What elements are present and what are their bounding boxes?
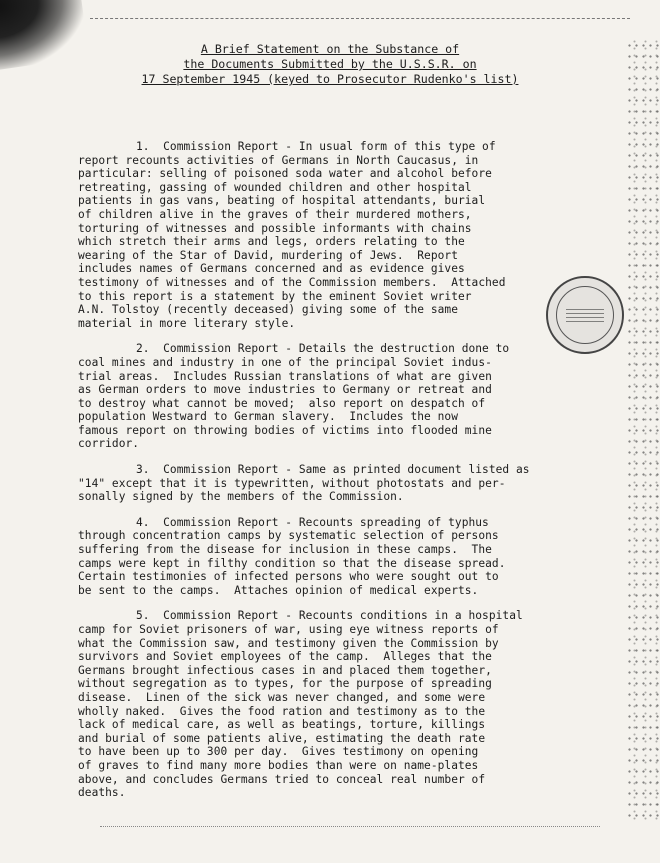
paragraph-line: population Westward to German slavery. Includes the now bbox=[78, 410, 458, 424]
paragraph-line: survivors and Soviet employees of the camp. Alleges that the bbox=[78, 650, 492, 664]
paragraph-1 bbox=[78, 140, 618, 330]
paragraph-line: to this report is a statement by the eminent Soviet writer bbox=[78, 289, 472, 303]
paragraph-line: disease. Linen of the sick was never changed, and some were bbox=[78, 690, 486, 704]
title-line-2: the Documents Submitted by the U.S.S.R. on bbox=[183, 57, 477, 71]
paragraph-4 bbox=[78, 516, 618, 598]
paragraph-line: famous report on throwing bodies of victims into flooded mine bbox=[78, 423, 492, 437]
paragraph-line: of children alive in the graves of their murdered mothers, bbox=[78, 207, 472, 221]
document-title bbox=[0, 42, 660, 87]
paragraph-line: Germans brought infectious cases in and placed them together, bbox=[78, 663, 492, 677]
paragraph-line: sonally signed by the members of the Commission. bbox=[78, 490, 404, 504]
paragraph-line: Certain testimonies of infected persons who were sought out to bbox=[78, 570, 499, 584]
paragraph-line: without segregation as to types, for the purpose of spreading bbox=[78, 677, 492, 691]
paragraph-line: suffering from the disease for inclusion in these camps. The bbox=[78, 543, 492, 557]
title-line-3: 17 September 1945 (keyed to Prosecutor Rudenko's list) bbox=[141, 72, 519, 86]
paragraph-3 bbox=[78, 463, 618, 504]
scan-edge-speckle bbox=[626, 40, 660, 820]
paragraph-line: report recounts activities of Germans in North Caucasus, in bbox=[78, 153, 479, 167]
paragraph-line: testimony of witnesses and of the Commission members. Attached bbox=[78, 275, 506, 289]
paragraph-line: lack of medical care, as well as beatings, torture, killings bbox=[78, 718, 486, 732]
paragraph-line: be sent to the camps. Attaches opinion of medical experts. bbox=[78, 583, 479, 597]
paragraph-line: deaths. bbox=[78, 786, 126, 800]
paragraph-line: and burial of some patients alive, estimating the death rate bbox=[78, 731, 486, 745]
paragraph-line: 5. Commission Report - Recounts conditions in a hospital bbox=[136, 609, 523, 623]
paragraph-line: wearing of the Star of David, murdering of Jews. Report bbox=[78, 248, 458, 262]
paragraph-line: material in more literary style. bbox=[78, 316, 296, 330]
paragraph-line: camps were kept in filthy condition so that the disease spread. bbox=[78, 556, 506, 570]
paragraph-line: 2. Commission Report - Details the destruction done to bbox=[136, 342, 510, 356]
top-edge-line bbox=[90, 18, 630, 19]
paragraph-line: corridor. bbox=[78, 437, 140, 451]
paragraph-line: "14" except that it is typewritten, without photostats and per- bbox=[78, 476, 506, 490]
paragraph-line: 4. Commission Report - Recounts spreading of typhus bbox=[136, 515, 489, 529]
paragraph-line: trial areas. Includes Russian translations of what are given bbox=[78, 369, 492, 383]
paragraph-line: camp for Soviet prisoners of war, using eye witness reports of bbox=[78, 623, 499, 636]
paragraph-line: particular: selling of poisoned soda water and alcohol before bbox=[78, 167, 492, 181]
paragraph-line: as German orders to move industries to Germany or retreat and bbox=[78, 383, 492, 397]
paragraph-line: patients in gas vans, beating of hospital attendants, burial bbox=[78, 194, 486, 208]
paragraph-line: torturing of witnesses and possible informants with chains bbox=[78, 221, 472, 235]
paragraph-line: above, and concludes Germans tried to conceal real number of bbox=[78, 772, 486, 786]
paragraph-line: what the Commission saw, and testimony given the Commission by bbox=[78, 636, 499, 650]
paragraph-line: wholly naked. Gives the food ration and testimony as to the bbox=[78, 704, 486, 718]
paragraph-5 bbox=[78, 609, 618, 799]
paragraph-line: of graves to find many more bodies than were on name-plates bbox=[78, 758, 479, 772]
title-line-1: A Brief Statement on the Substance of bbox=[200, 42, 460, 56]
paragraph-line: 3. Commission Report - Same as printed document listed as bbox=[136, 463, 530, 477]
paragraph-line: retreating, gassing of wounded children and other hospital bbox=[78, 180, 472, 194]
paragraph-line: which stretch their arms and legs, orders relating to the bbox=[78, 235, 465, 249]
document-body bbox=[78, 140, 618, 812]
paragraph-line: to destroy what cannot be moved; also report on despatch of bbox=[78, 396, 486, 410]
paragraph-2 bbox=[78, 342, 618, 451]
bottom-edge-line bbox=[100, 826, 600, 827]
paragraph-line: through concentration camps by systematic selection of persons bbox=[78, 529, 499, 543]
paragraph-line: 1. Commission Report - In usual form of this type of bbox=[136, 140, 496, 153]
paragraph-line: to have been up to 300 per day. Gives testimony on opening bbox=[78, 745, 479, 759]
paragraph-line: includes names of Germans concerned and as evidence gives bbox=[78, 262, 465, 276]
paragraph-line: coal mines and industry in one of the principal Soviet indus- bbox=[78, 355, 492, 369]
paragraph-line: A.N. Tolstoy (recently deceased) giving some of the same bbox=[78, 303, 458, 317]
